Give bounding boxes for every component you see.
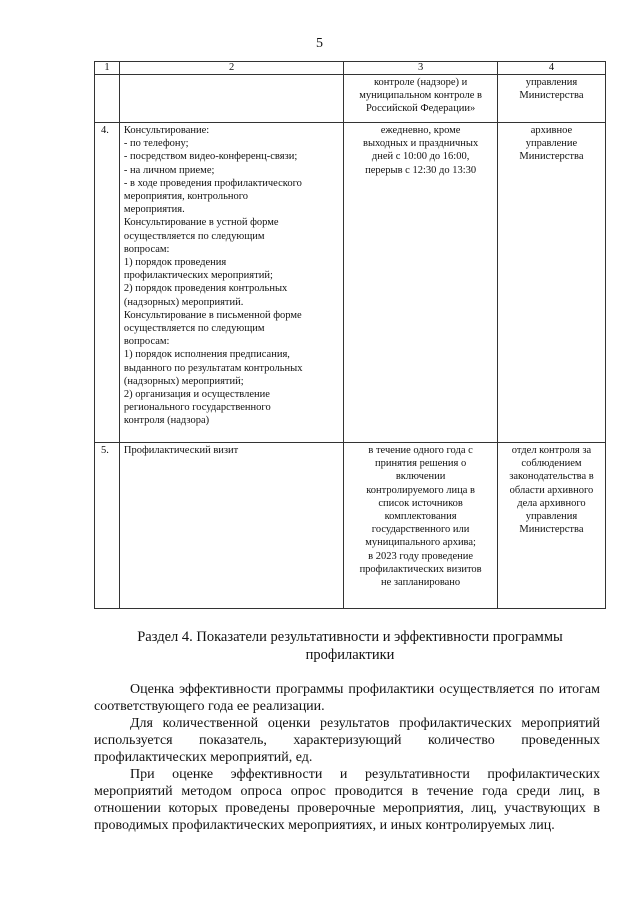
measure-cell — [119, 123, 343, 443]
cell-line: не запланировано — [381, 577, 461, 589]
cell-line: 2) организация и осуществление — [123, 389, 270, 401]
cell-line: - в ходе проведения профилактического — [123, 177, 302, 189]
cell-line: (надзорных) мероприятий; — [123, 375, 244, 387]
column-number-4: 4 — [497, 62, 605, 75]
cell-line: контролируемого лица в — [366, 484, 475, 496]
cell-line: контроля (надзора) — [123, 415, 210, 427]
deadline-cell — [344, 123, 498, 443]
table-row — [95, 75, 606, 123]
cell-line: выданного по результатам контрольных — [123, 362, 303, 374]
prevention-plan-table — [94, 61, 606, 609]
deadline-cell — [344, 443, 498, 609]
paragraph-evaluation: Оценка эффективности программы профилактики осуществляется по итогам соответствующего года ее реализации. — [94, 682, 600, 714]
cell-line: Профилактический визит — [123, 445, 239, 456]
cell-line: список источников — [378, 497, 463, 509]
cell-line: соблюдением — [521, 458, 582, 470]
cell-line: отдел контроля за — [511, 445, 592, 456]
table-header-row — [95, 62, 606, 75]
cell-line: 1) порядок проведения — [123, 257, 227, 269]
cell-line: Консультирование в устной форме — [123, 217, 279, 229]
cell-line: в течение одного года с — [368, 445, 473, 456]
cell-line: профилактических мероприятий; — [123, 270, 273, 282]
responsible-cell — [497, 123, 605, 443]
cell-line: вопросам: — [123, 243, 170, 255]
section-title-line: профилактики — [305, 647, 395, 663]
cell-line: мероприятия, контрольного — [123, 191, 249, 203]
cell-line: включении — [395, 471, 446, 483]
cell-line: дела архивного — [517, 497, 586, 509]
cell-line: управления — [525, 511, 578, 523]
column-number-2: 2 — [119, 62, 343, 75]
cell-line: Консультирование в письменной форме — [123, 309, 302, 321]
cell-line: перерыв с 12:30 до 13:30 — [365, 164, 477, 176]
cell-line: - на личном приеме; — [123, 164, 215, 176]
cell-line: Министерства — [519, 90, 584, 102]
cell-line: муниципального архива; — [365, 537, 476, 549]
cell-line: в 2023 году проведение — [368, 550, 474, 562]
cell-line: законодательства в — [509, 471, 594, 483]
cell-line: Российской Федерации» — [365, 103, 476, 115]
cell-line: 2) порядок проведения контрольных — [123, 283, 288, 295]
cell-line: вопросам: — [123, 336, 170, 348]
paragraph-survey: При оценке эффективности и результативности профилактических мероприятий методом опроса опрос проводится в течение года среди лиц, в отношении которых проведены проверочные мероприятия, лиц, участвующих в проводимых профилактических мероприятиях, и иных контролируемых лиц. — [94, 767, 600, 833]
cell-line: дней с 10:00 до 16:00, — [371, 151, 470, 163]
cell-line: мероприятия. — [123, 204, 185, 216]
cell-line: государственного или — [371, 524, 470, 536]
measure-cell — [119, 75, 343, 123]
section-title-line: Раздел 4. Показатели результативности и эффективности программы — [137, 629, 563, 645]
cell-line: - посредством видео-конференц-связи; — [123, 151, 298, 163]
responsible-cell — [497, 75, 605, 123]
cell-line: управление — [525, 138, 578, 150]
cell-line: Министерства — [519, 151, 584, 163]
cell-line: ежедневно, кроме — [380, 125, 461, 136]
cell-line: принятия решения о — [375, 458, 467, 470]
cell-line: архивное — [530, 125, 573, 136]
cell-line: 1) порядок исполнения предписания, — [123, 349, 290, 361]
cell-line: области архивного — [509, 484, 594, 496]
row-number — [95, 75, 120, 123]
cell-line: Министерства — [519, 524, 584, 536]
cell-line: комплектования — [384, 511, 457, 523]
row-number: 5. — [95, 443, 120, 609]
cell-line: выходных и праздничных — [362, 138, 479, 150]
page-number: 5 — [316, 36, 323, 51]
cell-line: управления — [525, 77, 578, 88]
responsible-cell — [497, 443, 605, 609]
paragraph-quantitative: Для количественной оценки результатов профилактических мероприятий используется показатель, характеризующий количество проведенных профилактических мероприятий, ед. — [94, 716, 600, 765]
deadline-cell — [344, 75, 498, 123]
row-number: 4. — [95, 123, 120, 443]
cell-line: (надзорных) мероприятий. — [123, 296, 244, 308]
cell-line: контроле (надзоре) и — [373, 77, 468, 88]
table-row — [95, 443, 606, 609]
cell-line: регионального государственного — [123, 402, 271, 414]
cell-line: профилактических визитов — [359, 563, 482, 575]
table-row — [95, 123, 606, 443]
cell-line: Консультирование: — [123, 125, 210, 136]
measure-cell — [119, 443, 343, 609]
cell-line: - по телефону; — [123, 138, 189, 150]
column-number-3: 3 — [344, 62, 498, 75]
cell-line: осуществляется по следующим — [123, 323, 265, 335]
column-number-1: 1 — [95, 62, 120, 75]
cell-line: осуществляется по следующим — [123, 230, 265, 242]
section-title — [94, 628, 606, 664]
cell-line: муниципальном контроле в — [359, 90, 482, 102]
